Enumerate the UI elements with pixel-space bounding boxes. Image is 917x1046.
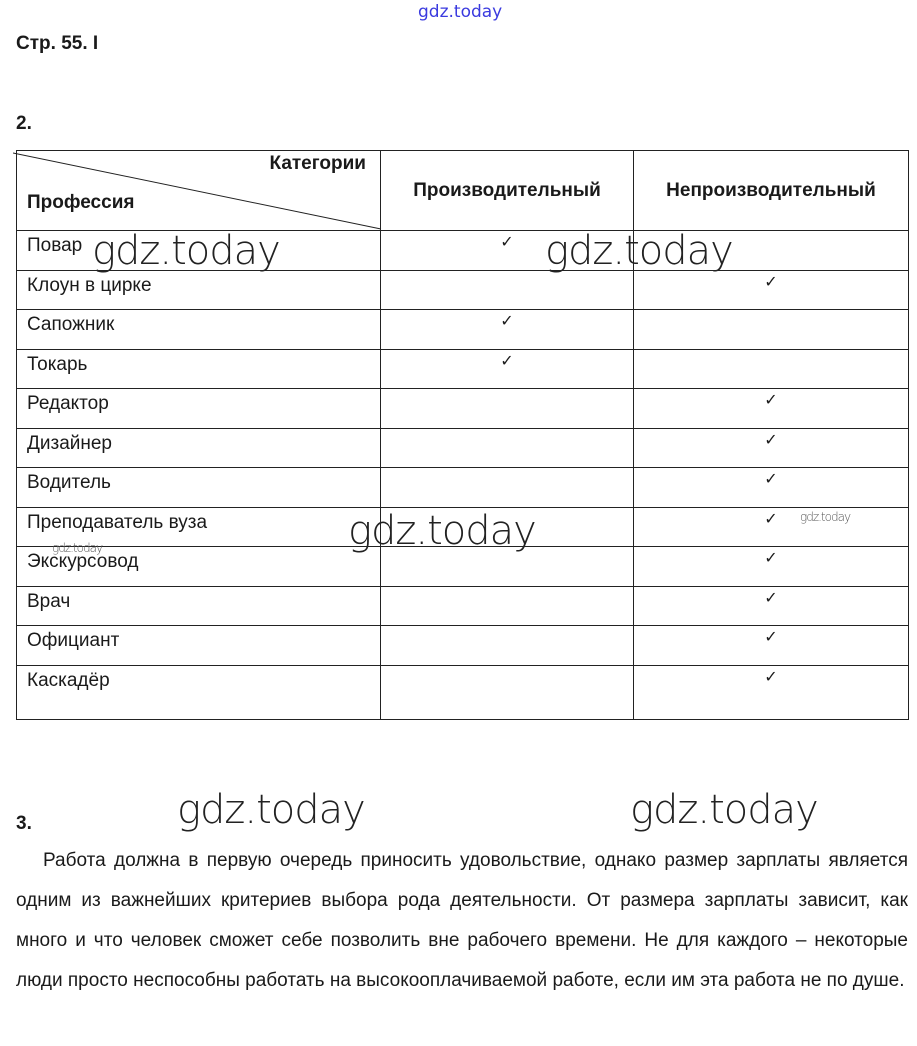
watermark: gdz.today <box>92 228 280 274</box>
cell-productive <box>381 626 634 666</box>
profession-name <box>17 586 381 626</box>
profession-name <box>17 349 381 389</box>
watermark: gdz.today <box>545 228 733 274</box>
cell-productive <box>381 586 634 626</box>
watermark: gdz.today <box>177 787 365 833</box>
task-2-number: 2. <box>16 113 32 134</box>
profession-label: Официант <box>27 630 120 651</box>
checkmark-icon: ✓ <box>764 431 778 449</box>
profession-label: Повар <box>27 235 83 256</box>
corner-header <box>17 151 381 231</box>
cell-unproductive <box>634 665 909 719</box>
cell-unproductive <box>634 349 909 389</box>
profession-name <box>17 428 381 468</box>
checkmark-icon: ✓ <box>764 550 778 567</box>
task-3-number: 3. <box>16 813 32 834</box>
profession-label: Сапожник <box>27 314 115 335</box>
corner-top-label: Категории <box>269 153 366 174</box>
table-row <box>17 665 909 719</box>
checkmark-icon: ✓ <box>764 392 778 409</box>
checkmark-icon: ✓ <box>764 273 778 291</box>
profession-label: Экскурсовод <box>27 551 139 572</box>
cell-unproductive <box>634 310 909 350</box>
cell-unproductive <box>634 547 909 587</box>
checkmark-icon: ✓ <box>764 471 778 488</box>
cell-productive <box>381 349 634 389</box>
column-header-productive: Производительный <box>381 151 634 231</box>
table-row <box>17 586 909 626</box>
watermark: gdz.today <box>52 541 103 555</box>
checkmark-icon: ✓ <box>764 589 778 607</box>
checkmark-icon: ✓ <box>764 629 778 646</box>
cell-productive <box>381 389 634 429</box>
profession-name <box>17 468 381 508</box>
profession-label: Преподаватель вуза <box>27 511 208 533</box>
profession-label: Дизайнер <box>27 432 112 454</box>
checkmark-icon: ✓ <box>500 352 514 370</box>
profession-label: Редактор <box>27 393 109 414</box>
table-row <box>17 310 909 350</box>
watermark: gdz.today <box>348 508 536 554</box>
profession-label: Водитель <box>27 472 111 493</box>
table-row <box>17 428 909 468</box>
cell-productive <box>381 310 634 350</box>
checkmark-icon: ✓ <box>764 510 778 528</box>
cell-unproductive <box>634 626 909 666</box>
watermark-top: gdz.today <box>418 2 503 22</box>
profession-name <box>17 389 381 429</box>
page-reference: Стр. 55. I <box>16 33 99 54</box>
watermark: gdz.today <box>800 510 851 524</box>
cell-productive <box>381 468 634 508</box>
cell-unproductive <box>634 389 909 429</box>
profession-label: Токарь <box>27 353 88 375</box>
profession-label: Врач <box>27 590 71 612</box>
cell-unproductive <box>634 428 909 468</box>
checkmark-icon: ✓ <box>500 234 514 251</box>
checkmark-icon: ✓ <box>500 313 514 330</box>
cell-productive <box>381 428 634 468</box>
cell-unproductive <box>634 586 909 626</box>
cell-unproductive <box>634 507 909 547</box>
cell-productive <box>381 270 634 310</box>
watermark: gdz.today <box>630 787 818 833</box>
cell-unproductive <box>634 270 909 310</box>
profession-name <box>17 270 381 310</box>
table-row <box>17 468 909 508</box>
table-row <box>17 626 909 666</box>
table-row <box>17 270 909 310</box>
table-row <box>17 349 909 389</box>
profession-name <box>17 310 381 350</box>
column-header-unproductive: Непроизводительный <box>634 151 909 231</box>
task-3-answer: Работа должна в первую очередь приносить удовольствие, однако размер зарплаты является одним из важнейших критериев выбора рода деятельности. От размера зарплаты зависит, как много и что человек сможет себе позволить вне рабочего времени. Не для каждого – некоторые люди просто неспособны работать на высокооплачиваемой работе, если им эта работа не по душе. <box>16 850 908 991</box>
cell-productive <box>381 665 634 719</box>
checkmark-icon: ✓ <box>764 668 778 686</box>
table-row <box>17 389 909 429</box>
profession-name <box>17 626 381 666</box>
profession-label: Каскадёр <box>27 669 110 691</box>
cell-unproductive <box>634 468 909 508</box>
profession-name <box>17 665 381 719</box>
profession-label: Клоун в цирке <box>27 274 152 296</box>
corner-bottom-label: Профессия <box>27 192 135 213</box>
